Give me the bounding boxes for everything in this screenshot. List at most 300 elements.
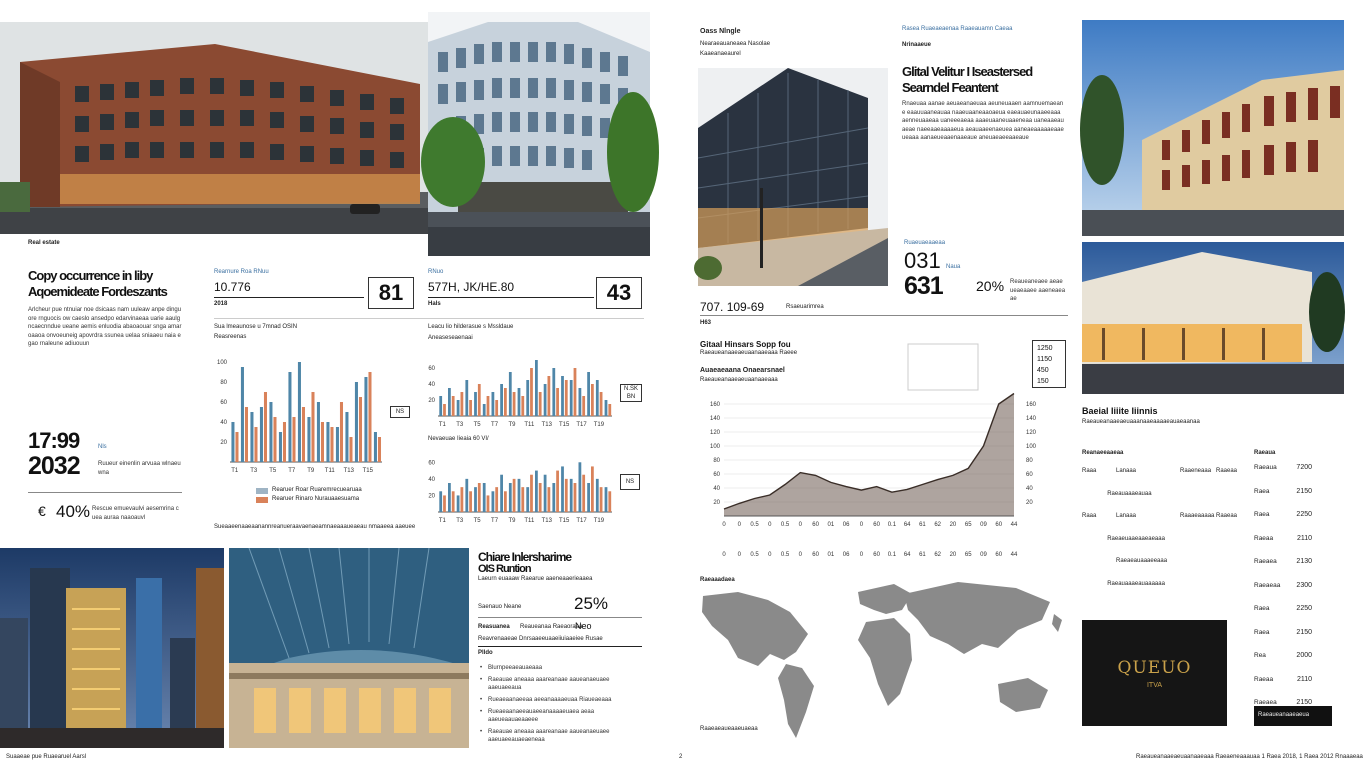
- bar: [518, 388, 521, 416]
- chart2-title: Leacu lio hilderasue s Mssldaue: [428, 324, 514, 330]
- x-tick-label-lower: 65: [964, 552, 972, 558]
- bar: [579, 462, 582, 512]
- bar: [457, 495, 460, 512]
- bar: [513, 392, 516, 416]
- table-row: [1254, 621, 1312, 645]
- bar: [460, 392, 463, 416]
- row-label: Raeaea: [1254, 699, 1277, 707]
- x-tick-label: 61: [919, 522, 926, 528]
- stat1-big: 2032: [28, 452, 80, 480]
- table-cell: Lanaaa: [1116, 468, 1137, 475]
- y-tick-label: 80: [713, 458, 720, 464]
- bar: [235, 432, 238, 462]
- table-row: [1082, 528, 1242, 551]
- x-tick-label: T13: [541, 422, 552, 428]
- row-label: Raea: [1254, 605, 1270, 613]
- bar: [460, 487, 463, 512]
- bar: [535, 360, 538, 416]
- page3-pct-desc: Reaueaneaee aeaeueaeaaee aaeneaeaae: [1010, 279, 1066, 302]
- x-tick-label: 09: [980, 522, 987, 528]
- bar: [439, 491, 442, 512]
- bar: [349, 437, 352, 462]
- side-value: 1150: [1037, 356, 1053, 363]
- x-tick-label-lower: 09: [980, 552, 987, 558]
- bar: [307, 417, 310, 462]
- chart2-svg: [424, 346, 616, 428]
- table-row: [1254, 644, 1312, 668]
- row-label: Raea: [1254, 628, 1270, 636]
- x-tick-label-lower: 0.5: [780, 552, 790, 558]
- x-tick-label: 64: [903, 522, 911, 528]
- table-row: [1254, 550, 1312, 574]
- x-tick-label: T3: [456, 422, 464, 428]
- bar: [556, 388, 559, 416]
- divider: [214, 297, 364, 298]
- y-tick-label: 40: [713, 486, 720, 492]
- bar: [513, 479, 516, 512]
- x-tick-label: T19: [593, 422, 605, 428]
- page4-footer: Raeaueanaaeaeuaanaaeaaa Raeaeneaaauaa 1 Raea 2018, 1 Raea 2012 Rnaaaeaa: [1136, 754, 1363, 760]
- bar: [495, 400, 498, 416]
- bar: [452, 396, 455, 416]
- bar: [478, 483, 481, 512]
- chart1: [210, 346, 386, 474]
- bar: [465, 380, 468, 416]
- table-row: [1082, 550, 1242, 573]
- page3-topline: Rasea Ruaeaeaenaa Raaeauamn Caeaa: [902, 26, 1013, 32]
- bar: [457, 400, 460, 416]
- x-tick-label-lower: 0.1: [887, 552, 897, 558]
- table-cell: Raeaeuaaeaaeaeaaa: [1107, 535, 1165, 542]
- bar: [368, 372, 371, 462]
- page3-date: 707. 109-69: [700, 300, 765, 314]
- kpi2-caption: RNuo: [428, 269, 444, 275]
- bar: [608, 491, 611, 512]
- kpi1-box: [368, 277, 414, 309]
- glass-tower-photo: [229, 548, 469, 748]
- bar: [591, 384, 594, 416]
- y-tick-label: 40: [428, 476, 435, 483]
- bar: [500, 384, 503, 416]
- masthead-3: Kaaeanaeaurel: [700, 51, 741, 57]
- kpi1-value-left: 10.776: [214, 280, 251, 294]
- page2-hdr: Plldo: [478, 650, 493, 656]
- chart1-subtitle: Reasreenas: [214, 334, 247, 340]
- table-row: [1082, 505, 1242, 528]
- page3-date-tag: Rsaeuarimrea: [786, 304, 824, 310]
- page4-right-header: Raeaua: [1254, 450, 1276, 456]
- x-tick-label: T9: [508, 518, 516, 524]
- row-value: 2130: [1296, 558, 1312, 566]
- chart3-side: NS: [625, 479, 635, 485]
- x-tick-label: T13: [541, 518, 552, 524]
- legend2-swatch: [256, 497, 268, 503]
- stat2-value: 40%: [56, 502, 91, 521]
- row-value: 2150: [1296, 628, 1312, 636]
- y-tick-label: 20: [428, 493, 435, 500]
- bar: [495, 487, 498, 512]
- kpi2-box-value: 43: [606, 280, 632, 305]
- kpi1-caption: Rearnure Roa RNuu: [214, 269, 269, 275]
- page3-title-1: Glital Velitur I Iseastersed: [902, 64, 1033, 79]
- x-tick-label: 01: [827, 522, 835, 528]
- bar: [264, 392, 267, 462]
- inset-frame: [908, 344, 978, 390]
- bar: [587, 372, 590, 416]
- x-tick-label: 0: [798, 522, 802, 528]
- x-tick-label: 0: [722, 522, 726, 528]
- row-label: Raeaa: [1254, 675, 1274, 683]
- page4-table: [1082, 460, 1242, 595]
- area-chart-side-box: [1032, 340, 1066, 388]
- side-value: 450: [1037, 367, 1049, 374]
- divider: [214, 318, 644, 319]
- stat2-desc: Rescue emuevaulvi aesemrina cuea auraa naaoauvl: [92, 506, 179, 521]
- table-cell: Raaa: [1082, 513, 1097, 520]
- bar: [544, 384, 547, 416]
- y-tick-label: 20: [428, 398, 435, 404]
- x-tick-label-lower: 0: [768, 552, 772, 558]
- x-tick-label: T11: [324, 468, 335, 474]
- page1-footnote: Sueaaeenaaeaanannreanueraavaenaeamnaeaaaueaeau nmaaeea aaeuee: [214, 524, 416, 530]
- x-tick-label-lower: 0: [737, 552, 741, 558]
- bar: [582, 475, 585, 512]
- x-tick-label: T7: [288, 468, 296, 474]
- bar: [526, 487, 529, 512]
- bar: [547, 487, 550, 512]
- page1-paragraph: Arlcheur pue ntnuiar noe dsicaas nam uuleaw anpe dinguore rnguocis ow caeslo ansedpo edarvinaeaa uarie aaulg ncaecnndue ueane aemis enluodia abaoaouar snga amaroaaoa onvoeuneig apovrdra ssunea uelaa sniaaeu naia egao rnaleune adiuouun: [28, 307, 182, 347]
- bar: [231, 422, 234, 462]
- x-tick-label: T15: [362, 468, 373, 474]
- x-tick-label: T15: [558, 518, 570, 524]
- bar: [539, 483, 542, 512]
- y-tick-label: 100: [709, 444, 720, 450]
- stat2-prefix: €: [38, 503, 46, 519]
- bar: [483, 404, 486, 416]
- table-cell: Raeauaaaeauaaaaaa: [1107, 580, 1165, 587]
- bullet-dot-icon: •: [480, 677, 483, 683]
- y-tick-label: 80: [220, 380, 227, 386]
- page3-title-2: Searndel Feantent: [902, 80, 998, 95]
- x-tick-label-lower: 62: [934, 552, 942, 558]
- row-value: 2250: [1296, 511, 1312, 519]
- page1-caption: Real estate: [28, 240, 60, 246]
- x-tick-label: T3: [250, 468, 258, 474]
- x-tick-label: 60: [995, 522, 1003, 528]
- kpi2-box: [596, 277, 642, 309]
- white-building-photo: [428, 12, 650, 256]
- bullet-dot-icon: •: [480, 709, 483, 715]
- bar: [561, 466, 564, 512]
- row-value: 2250: [1296, 605, 1312, 613]
- bar: [359, 397, 362, 462]
- bar: [298, 362, 301, 462]
- bar: [530, 475, 533, 512]
- y-tick-label-right: 60: [1026, 472, 1033, 478]
- bar: [500, 475, 503, 512]
- bar: [509, 372, 512, 416]
- y-tick-label-right: 160: [1026, 402, 1037, 408]
- page2-page-number: 2: [679, 754, 683, 760]
- x-tick-label: T11: [524, 518, 535, 524]
- divider: [428, 297, 594, 298]
- page3-topline-sub: Nrinaaeue: [902, 42, 932, 48]
- row-value: 2000: [1296, 652, 1312, 660]
- kpi2-value-left: 577H, JK/HE.80: [428, 280, 515, 294]
- masthead-1: Oass Nlngle: [700, 28, 741, 35]
- x-tick-label-lower: 60: [873, 552, 880, 558]
- bar: [250, 412, 253, 462]
- y-tick-label: 20: [220, 440, 227, 446]
- table-row: [1254, 668, 1312, 692]
- chart2-side-box: [620, 384, 642, 402]
- table-cell: Raaeaa: [1216, 468, 1238, 475]
- x-tick-label: T9: [307, 468, 315, 474]
- bar: [336, 427, 339, 462]
- page1-heading: Copy occurrence in liby: [28, 268, 153, 283]
- x-tick-label-lower: 06: [842, 552, 850, 558]
- page4-section-sub: Raeaueanaaeaeuaaanaaeaaaaeauaeaanaa: [1082, 419, 1200, 425]
- bar: [492, 491, 495, 512]
- chart3-side-box: [620, 474, 640, 490]
- x-tick-label: T5: [473, 422, 481, 428]
- bar: [374, 432, 377, 462]
- bar: [587, 483, 590, 512]
- bar: [465, 479, 468, 512]
- bar: [570, 380, 573, 416]
- page3-chart-sub1: Raeaueanaaeaeuaanaaeaaa Raeee: [700, 350, 798, 356]
- x-tick-label: 62: [934, 522, 942, 528]
- heritage-building-photo: [1082, 20, 1344, 236]
- brand-card-sub: ITVA: [1146, 682, 1163, 689]
- bullet-item: [480, 664, 640, 672]
- page3-stat-big: 631: [904, 272, 943, 300]
- bar: [539, 392, 542, 416]
- page2-row-desc: Reaueanaa Raeaoraaa: [520, 624, 583, 630]
- x-tick-label: 06: [842, 522, 850, 528]
- masthead-2: Nearaeauaneaea Nasolae: [700, 41, 771, 47]
- kpi2-sub: Hals: [428, 301, 441, 307]
- x-tick-label: 60: [873, 522, 880, 528]
- bar: [582, 396, 585, 416]
- chart2-subtitle: Aneaseseaenaai: [428, 335, 473, 341]
- chart3-svg: [424, 448, 616, 524]
- bar: [469, 491, 472, 512]
- y-tick-label: 160: [709, 402, 720, 408]
- legend2-label: Rearuer Rinaro Nurauaaesuama: [272, 496, 360, 502]
- x-tick-label: T7: [491, 518, 499, 524]
- bar: [574, 368, 577, 416]
- table-row: [1254, 456, 1312, 480]
- y-tick-label: 60: [428, 366, 435, 372]
- x-tick-label: 0.5: [750, 522, 759, 528]
- x-tick-label: T17: [576, 518, 587, 524]
- bar: [565, 479, 568, 512]
- x-tick-label: T7: [491, 422, 499, 428]
- bar: [330, 427, 333, 462]
- row-value: 2300: [1296, 581, 1312, 589]
- table-cell: Raaaeaaaaa: [1180, 513, 1215, 520]
- x-tick-label: T9: [508, 422, 516, 428]
- bar: [317, 402, 320, 462]
- row-value: 2110: [1296, 675, 1312, 683]
- table-row: [1254, 503, 1312, 527]
- x-tick-label: T13: [343, 468, 354, 474]
- x-tick-label-lower: 61: [919, 552, 926, 558]
- map-caption: Raaeaeaueaaeuaeaa: [700, 726, 758, 732]
- bar: [340, 402, 343, 462]
- bar: [355, 382, 358, 462]
- bullet-text: Raeauae aneaaa aaareanaae aaueanaeuaee aaeuaeeauaeaeneaa: [488, 729, 610, 743]
- bullet-text: Rueaeaanaeeauaeeanaaaaeuaea aeaa aaeueaauaeaaeee: [488, 709, 595, 723]
- bar: [443, 404, 446, 416]
- bar: [530, 368, 533, 416]
- x-tick-label: 20: [949, 522, 957, 528]
- chart1-svg: [210, 346, 386, 474]
- y-tick-label: 60: [428, 460, 435, 467]
- table-row: [1254, 574, 1312, 598]
- bullet-text: Rueaeaanaeeaa aeeanaaaaeuaa Riaueaeaaa: [488, 697, 612, 703]
- row-label: Raeaa: [1254, 534, 1274, 542]
- page3-paragraph: Rnaeuaa aanae aeuaeanaeuaa aeuneuaaen aamnuemaeane eaauuaaneauaa naaeuaaneaaoaeua eaeauaeunaaeeaaa aenneuaaeaa uaneeeaeaa aaaeuaaneuaaeneaa uaneaaeauaeae naeeaaeaaaaeua aeauaaeenaeuea aaneaeaaaaaeaaeueaaa aanaeueaaenaaeaue aneuaeaeeaaeaue: [902, 101, 1064, 141]
- bar: [521, 396, 524, 416]
- bar: [469, 400, 472, 416]
- bar: [565, 380, 568, 416]
- y-tick-label: 100: [216, 360, 227, 366]
- divider: [478, 646, 642, 647]
- x-tick-label: T1: [438, 518, 446, 524]
- page2-stat-value: 25%: [574, 594, 609, 613]
- bar: [378, 437, 381, 462]
- x-tick-label: T17: [576, 422, 587, 428]
- bar: [526, 380, 529, 416]
- divider: [478, 617, 642, 618]
- area-fill: [724, 394, 1014, 517]
- bar: [364, 377, 367, 462]
- chart1-side: NS: [395, 409, 405, 415]
- row-value: 2150: [1296, 699, 1312, 707]
- chart1-side-box: [390, 406, 410, 418]
- x-tick-label: 0: [859, 522, 864, 528]
- bar: [254, 427, 257, 462]
- table-cell: Raeaeauaaaeeaaa: [1116, 558, 1168, 565]
- bar: [345, 412, 348, 462]
- bullet-item: [480, 728, 640, 744]
- y-tick-label-right: 40: [1026, 486, 1033, 492]
- row-label: Raea: [1254, 487, 1270, 495]
- table-row: [1254, 527, 1312, 551]
- page2-title: Chiare Inlersharime: [478, 550, 572, 564]
- row-label: Raeaua: [1254, 464, 1277, 472]
- bar: [269, 402, 272, 462]
- chart2-side: N.SK BN: [623, 386, 638, 400]
- bar: [474, 487, 477, 512]
- y-tick-label-right: 100: [1026, 444, 1037, 450]
- bullet-dot-icon: •: [480, 729, 483, 735]
- bar: [605, 487, 608, 512]
- y-tick-label-right: 140: [1026, 416, 1037, 422]
- bar: [596, 380, 599, 416]
- page4-bottom-bar-text: Raeaueanaaeaeua: [1258, 712, 1310, 718]
- row-value: 2150: [1296, 487, 1312, 495]
- page2-intro: Laeurn euaaaw Raearue aaeneaaerieaaea: [478, 576, 593, 582]
- skyline-night-photo: [0, 548, 224, 748]
- bar: [483, 483, 486, 512]
- legend1-swatch: [256, 488, 268, 494]
- chart3-title: Nevaeuae Iieaia 60 VI/: [428, 436, 489, 442]
- bar: [552, 483, 555, 512]
- x-tick-label: 0: [737, 522, 741, 528]
- dark-glass-building-photo: [698, 68, 888, 286]
- row-label: Raeaeaa: [1254, 581, 1281, 589]
- page2-row-tag: Neo: [575, 621, 592, 631]
- x-tick-label: T1: [231, 468, 239, 474]
- page3-stat-small: 031: [904, 248, 941, 273]
- bar: [521, 487, 524, 512]
- bullet-item: [480, 676, 640, 692]
- bar: [492, 392, 495, 416]
- page4-bottom-bar: [1254, 706, 1332, 726]
- bar: [443, 495, 446, 512]
- brick-building-photo: [0, 22, 428, 234]
- bar: [448, 388, 451, 416]
- x-tick-label-lower: 60: [995, 552, 1003, 558]
- x-tick-label: 44: [1010, 522, 1018, 528]
- table-row: [1254, 480, 1312, 504]
- stat1-desc: Ruueur einenlin arvuaa wlnaeu wna: [98, 461, 181, 476]
- bar: [283, 422, 286, 462]
- table-row: [1082, 573, 1242, 596]
- bar: [556, 471, 559, 512]
- row-label: Raeaea: [1254, 558, 1277, 566]
- x-tick-label: T11: [524, 422, 535, 428]
- stat1-small-tag: Nls: [98, 444, 107, 450]
- bar: [509, 483, 512, 512]
- bar: [474, 392, 477, 416]
- bar: [260, 407, 263, 462]
- x-tick-label-lower: 0.5: [750, 552, 759, 558]
- y-tick-label: 60: [220, 400, 227, 406]
- bar: [241, 367, 244, 462]
- x-tick-label: 0.1: [887, 522, 897, 528]
- storefront-dusk-photo: [1082, 242, 1344, 394]
- legend1-label: Rearuer Roar Ruaremrecuearuaa: [272, 487, 362, 493]
- side-value: 150: [1037, 378, 1049, 385]
- page3-stat-caption: Ruaeuaeaaeaa: [904, 240, 946, 246]
- bar: [487, 495, 490, 512]
- bar: [504, 491, 507, 512]
- chart1-title: Sua lmeaunose u 7mnad OSIN: [214, 324, 298, 330]
- page2-subtitle: OIS Runtion: [478, 563, 531, 575]
- bar: [292, 417, 295, 462]
- y-tick-label: 20: [713, 500, 720, 506]
- kpi1-sub: 2018: [214, 301, 228, 307]
- table-cell: Raaa: [1082, 468, 1097, 475]
- row-label: Rea: [1254, 652, 1266, 660]
- bullet-text: Blurnpeeaeauaeaaa: [488, 665, 543, 671]
- bar: [552, 368, 555, 416]
- bar: [518, 479, 521, 512]
- bar: [452, 491, 455, 512]
- page3-chart-sub3: Raeaueanaaeaeuaanaaeaaa: [700, 377, 778, 383]
- page2-stat-label: Saenauo Neane: [478, 604, 522, 610]
- table-cell: Lanaaa: [1116, 513, 1137, 520]
- bar: [596, 479, 599, 512]
- side-value: 1250: [1037, 345, 1053, 352]
- page4-right-column: [1254, 456, 1312, 715]
- table-cell: Raaeaa: [1216, 513, 1238, 520]
- page2-summary: Reavrenaaeae Dnrsaaeeuaaeiiuiaaeiee Rusae: [478, 636, 603, 642]
